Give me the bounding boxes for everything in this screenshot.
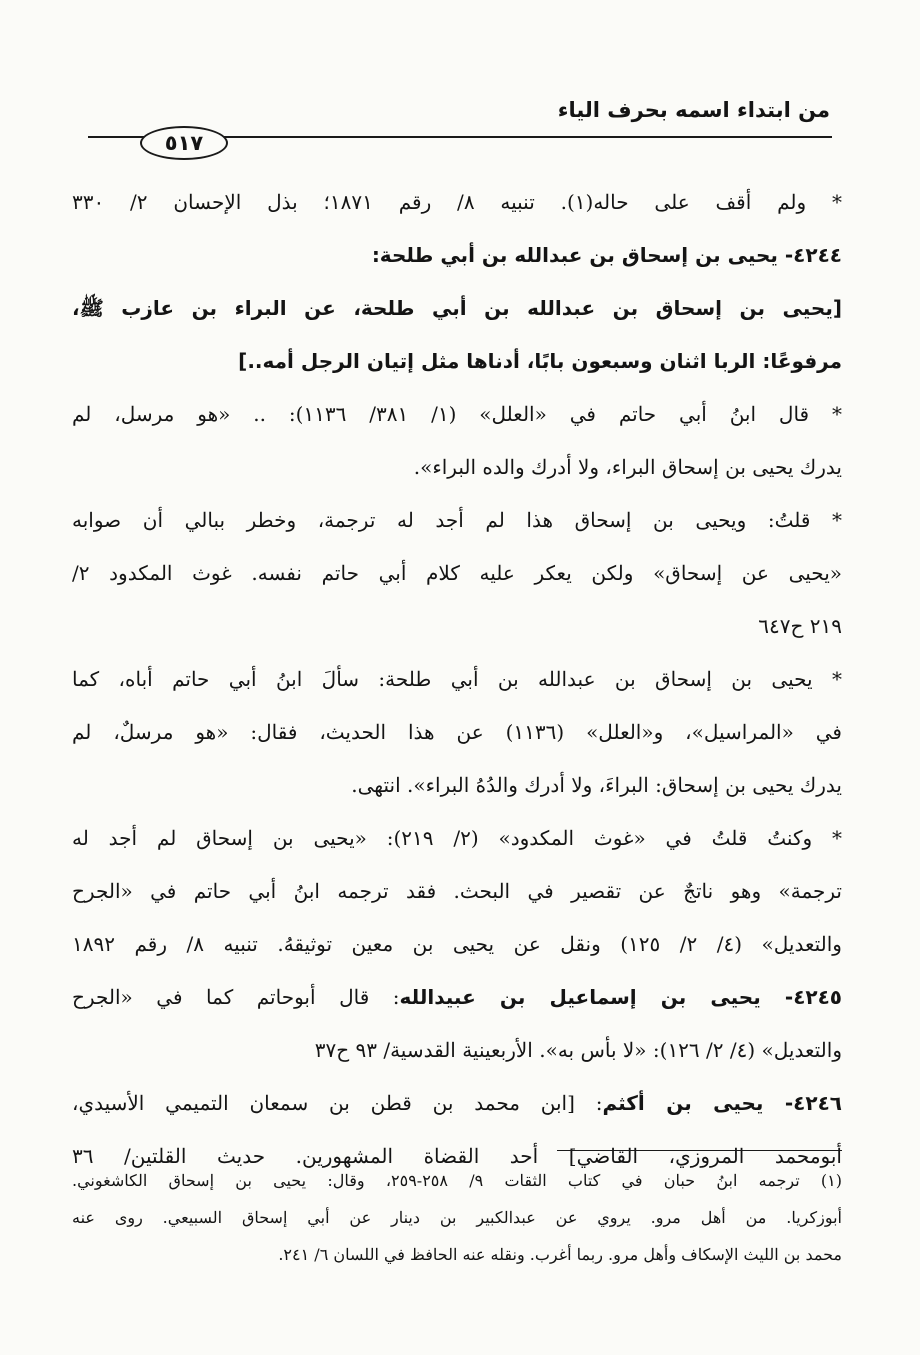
entry-name: يحيى بن إسماعيل بن عبيدالله: [399, 985, 761, 1009]
running-header-title: من ابتداء اسمه بحرف الياء: [557, 98, 830, 122]
text-line: ترجمة» وهو ناتجٌ عن تقصير في البحث. فقد ترجمه ابنُ أبي حاتم في «الجرح: [72, 879, 842, 903]
page-number: ٥١٧: [164, 131, 204, 155]
text-line: ٢١٩ ح٦٤٧: [758, 614, 842, 638]
text-line: يدرك يحيى بن إسحاق: البراءَ، ولا أدرك والدُهُ البراء». انتهى.: [351, 773, 842, 797]
text-line: والتعديل» (٤/ ٢/ ١٢٥) ونقل عن يحيى بن معين توثيقهُ. تنبيه ٨/ رقم ١٨٩٢: [72, 932, 842, 956]
text-line: * قلتُ: ويحيى بن إسحاق هذا لم أجد له ترجمة، وخطر ببالي أن صوابه: [72, 508, 842, 532]
text-line: أبومحمد المروزي، القاضي] أحد القضاة المشهورين. حديث القلتين/ ٣٦: [72, 1144, 842, 1168]
entry-heading-4244: [72, 229, 842, 282]
text-line: [يحيى بن إسحاق بن عبدالله بن أبي طلحة، عن البراء بن عازب ﷺ،: [72, 296, 842, 320]
footnote-rule: [557, 1150, 842, 1151]
footnotes: [72, 1162, 842, 1273]
text-line: * ولم أقف على حاله(١). تنبيه ٨/ رقم ١٨٧١؛ بذل الإحسان ٢/ ٣٣٠: [72, 190, 842, 214]
entry-number: ٤٢٤٤-: [777, 243, 842, 267]
entry-name: يحيى بن إسحاق بن عبدالله بن أبي طلحة:: [371, 243, 778, 267]
entry-text: : قال أبوحاتم كما في «الجرح: [72, 985, 400, 1009]
footnote-line: (١) ترجمه ابنُ حبان في كتاب الثقات ٩/ ٢٥٨-٢٥٩، وقال: يحيى بن إسحاق الكاشغوني.: [72, 1171, 842, 1190]
entry-name: يحيى بن أكثم: [602, 1091, 764, 1115]
text-line: * قال ابنُ أبي حاتم في «العلل» (١/ ٣٨١/ ١١٣٦): .. «هو مرسل، لم: [72, 402, 842, 426]
text-line: «يحيى عن إسحاق» ولكن يعكر عليه كلام أبي حاتم نفسه. غوث المكدود ٢/: [72, 561, 842, 585]
entry-number: ٤٢٤٦-: [763, 1091, 842, 1115]
entry-text: : [ابن محمد بن قطن بن سمعان التميمي الأسيدي،: [72, 1091, 603, 1115]
text-line: يدرك يحيى بن إسحاق البراء، ولا أدرك والده البراء».: [413, 455, 842, 479]
footnote-line: محمد بن الليث الإسكاف وأهل مرو. ربما أغرب. ونقله عنه الحافظ في اللسان ٦/ ٢٤١.: [278, 1245, 842, 1264]
main-text: [72, 176, 842, 1183]
page-number-oval: [140, 126, 228, 160]
entry-heading-4245: [72, 971, 842, 1024]
text-line: في «المراسيل»، و«العلل» (١١٣٦) عن هذا الحديث، فقال: «هو مرسلٌ، لم: [72, 720, 842, 744]
text-line: * وكنتُ قلتُ في «غوث المكدود» (٢/ ٢١٩): «يحيى بن إسحاق لم أجد له: [72, 826, 842, 850]
text-line: والتعديل» (٤/ ٢/ ١٢٦): «لا بأس به». الأربعينية القدسية/ ٩٣ ح٣٧: [314, 1038, 842, 1062]
text-line: مرفوعًا: الربا اثنان وسبعون بابًا، أدناها مثل إتيان الرجل أمه..]: [238, 349, 842, 373]
entry-number: ٤٢٤٥-: [760, 985, 842, 1009]
entry-heading-4246: [72, 1077, 842, 1130]
footnote-line: أبوزكريا. من أهل مرو. يروي عن عبدالكبير بن دينار عن أبي إسحاق السبيعي. روى عنه: [72, 1208, 842, 1227]
text-line: * يحيى بن إسحاق بن عبدالله بن أبي طلحة: سألَ ابنُ أبي حاتم أباه، كما: [72, 667, 842, 691]
